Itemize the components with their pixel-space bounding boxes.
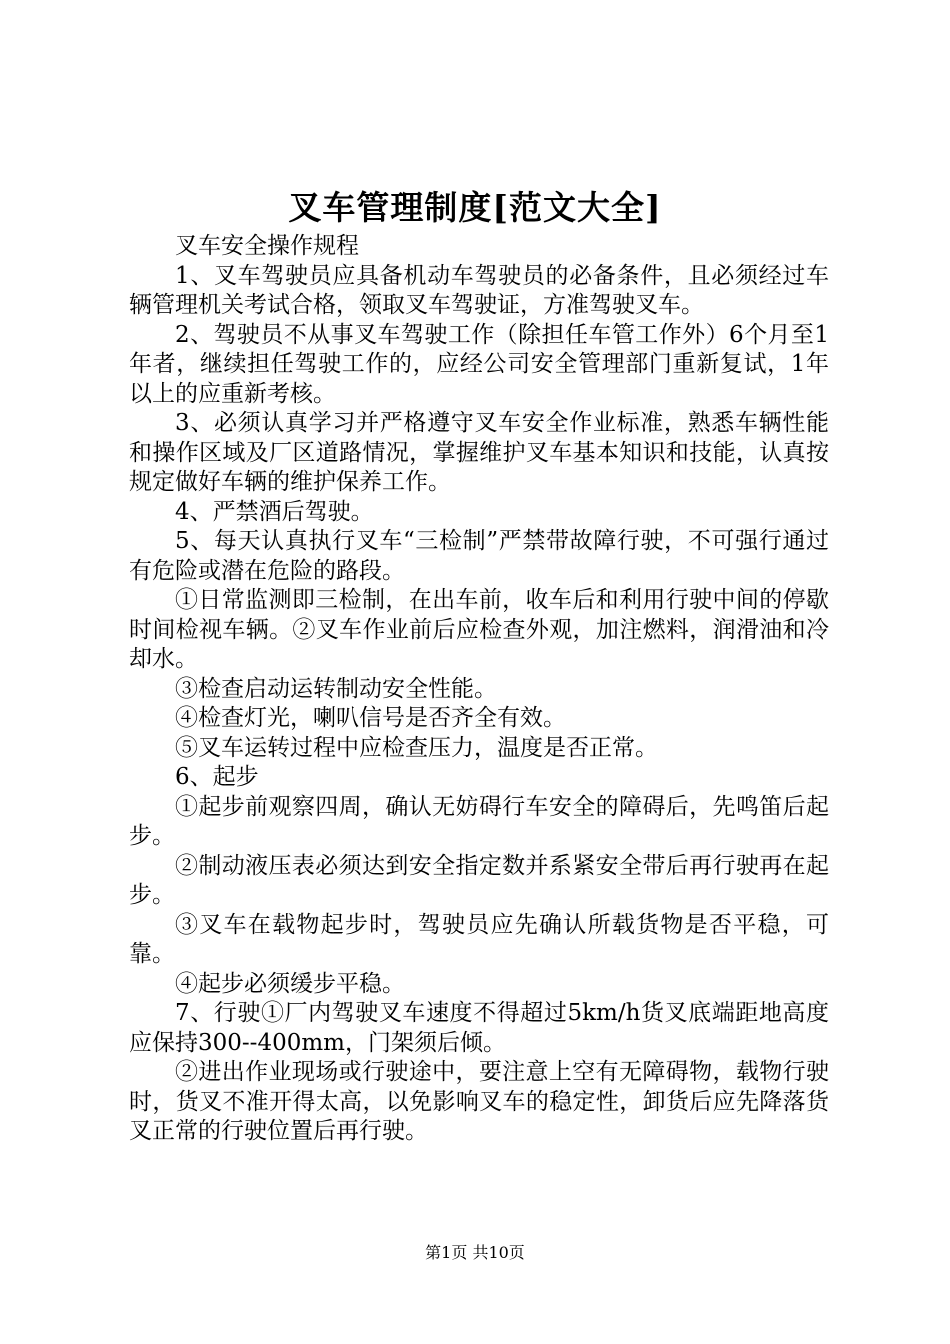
paragraph: 5、每天认真执行叉车“三检制”严禁带故障行驶，不可强行通过有危险或潜在危险的路段。: [129, 528, 829, 584]
paragraph: ⑤叉车运转过程中应检查压力，温度是否正常。: [175, 734, 658, 761]
paragraph: 6、起步: [175, 764, 259, 790]
document-body: [129, 232, 829, 1147]
paragraph: 叉车安全操作规程: [175, 233, 359, 259]
paragraph: 2、驾驶员不从事叉车驾驶工作（除担任车管工作外）6个月至1年者，继续担任驾驶工作的，应经公司安全管理部门重新复试，1年以上的应重新考核。: [129, 321, 829, 407]
paragraph: ①起步前观察四周，确认无妨碍行车安全的障碍后，先鸣笛后起步。: [129, 793, 829, 849]
page-footer: 第1页 共10页: [425, 1243, 525, 1262]
paragraph: 7、行驶①厂内驾驶叉车速度不得超过5km/h货叉底端距地高度应保持300--400mm，门架须后倾。: [129, 1000, 829, 1056]
paragraph: 3、必须认真学习并严格遵守叉车安全作业标准，熟悉车辆性能和操作区域及厂区道路情况，掌握维护叉车基本知识和技能，认真按规定做好车辆的维护保养工作。: [129, 410, 829, 495]
paragraph: ③叉车在载物起步时，驾驶员应先确认所载货物是否平稳，可靠。: [129, 911, 829, 967]
paragraph: ①日常监测即三检制，在出车前，收车后和利用行驶中间的停歇时间检视车辆。②叉车作业前后应检查外观，加注燃料，润滑油和冷却水。: [129, 587, 829, 672]
paragraph: ②制动液压表必须达到安全指定数并系紧安全带后再行驶再在起步。: [129, 852, 829, 908]
paragraph: ④检查灯光，喇叭信号是否齐全有效。: [175, 705, 566, 731]
paragraph: 4、严禁酒后驾驶。: [175, 498, 374, 525]
document-title: 叉车管理制度[范文大全]: [288, 188, 662, 227]
paragraph: 1、叉车驾驶员应具备机动车驾驶员的必备条件，且必须经过车辆管理机关考试合格，领取叉车驾驶证，方准驾驶叉车。: [129, 262, 829, 318]
paragraph: ②进出作业现场或行驶途中，要注意上空有无障碍物，载物行驶时，货叉不准开得太高，以免影响叉车的稳定性，卸货后应先降落货叉正常的行驶位置后再行驶。: [129, 1059, 829, 1144]
paragraph: ③检查启动运转制动安全性能。: [175, 675, 497, 702]
paragraph: ④起步必须缓步平稳。: [175, 970, 405, 997]
